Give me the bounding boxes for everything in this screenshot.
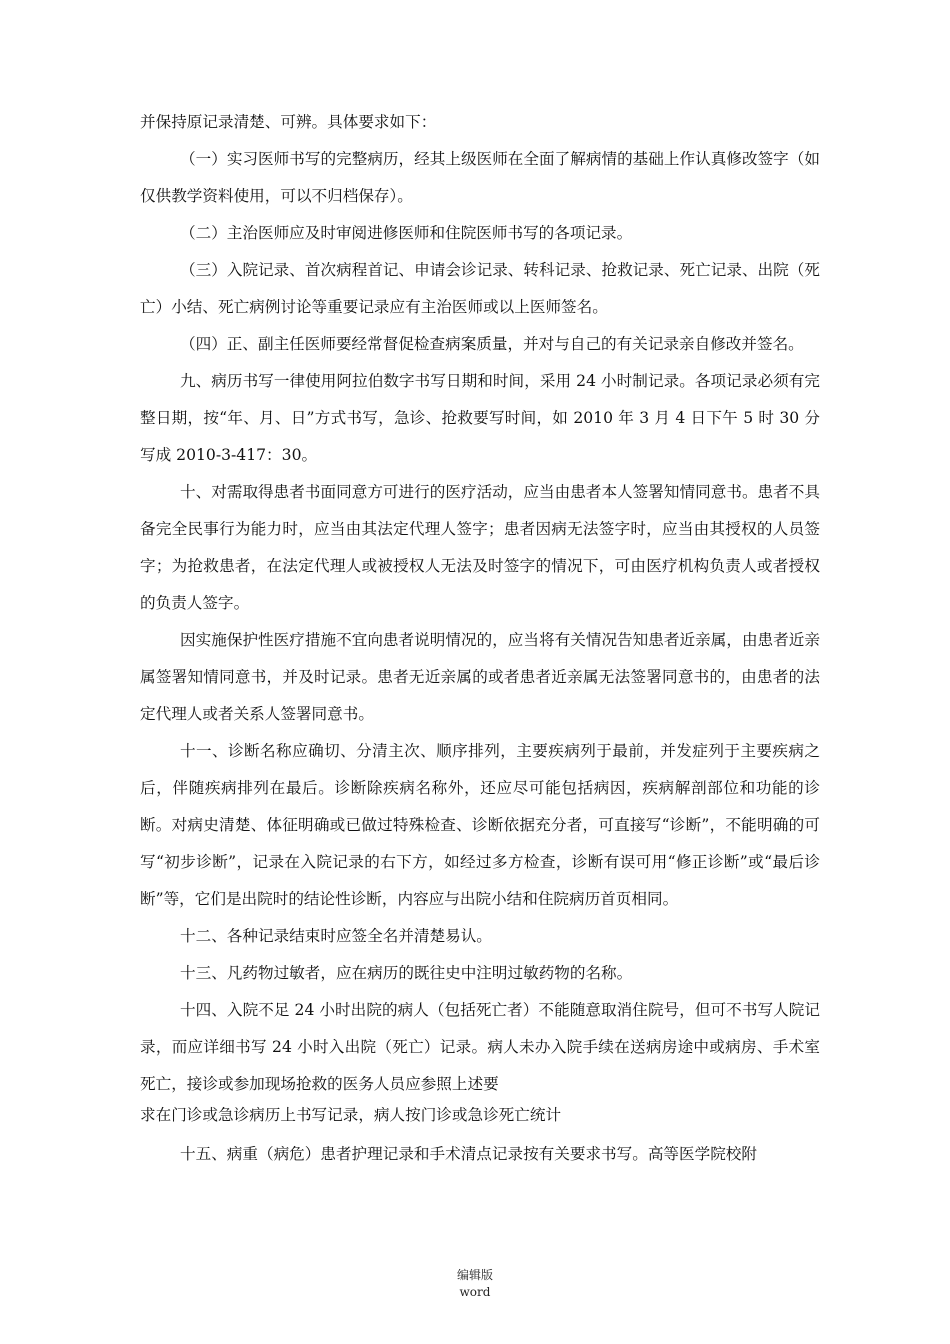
paragraph-rule-10: 十、对需取得患者书面同意方可进行的医疗活动，应当由患者本人签署知情同意书。患者不具备完全民事行为能力时，应当由其法定代理人签字；患者因病无法签字时，应当由其授权的人员签字；为抢救患者，在法定代理人或被授权人无法及时签字的情况下，可由医疗机构负责人或者授权的负责人签字。 bbox=[140, 483, 820, 612]
document-body bbox=[140, 104, 820, 1173]
paragraph-rule-10-supplement: 因实施保护性医疗措施不宜向患者说明情况的，应当将有关情况告知患者近亲属，由患者近亲属签署知情同意书，并及时记录。患者无近亲属的或者患者近亲属无法签署同意书的，由患者的法定代理人或者关系人签署同意书。 bbox=[140, 631, 820, 723]
paragraph-rule-14-main: 十四、入院不足 24 小时出院的病人（包括死亡者）不能随意取消住院号，但可不书写人院记录，而应详细书写 24 小时入出院（死亡）记录。病人未办入院手续在送病房途中或病房、手术室死亡，接诊或参加现场抢救的医务人员应参照上述要 bbox=[140, 1001, 820, 1093]
paragraph-rule-14 bbox=[140, 992, 820, 1128]
paragraph-item-1: （一）实习医师书写的完整病历，经其上级医师在全面了解病情的基础上作认真修改签字（如仅供教学资料使用，可以不归档保存）。 bbox=[140, 150, 820, 205]
paragraph-rule-13: 十三、凡药物过敏者，应在病历的既往史中注明过敏药物的名称。 bbox=[180, 964, 633, 982]
paragraph-intro: 并保持原记录清楚、可辨。具体要求如下： bbox=[140, 113, 437, 131]
paragraph-rule-12: 十二、各种记录结束时应签全名并清楚易认。 bbox=[180, 927, 492, 945]
footer-sublabel: word bbox=[459, 1285, 491, 1299]
paragraph-rule-15: 十五、病重（病危）患者护理记录和手术清点记录按有关要求书写。高等医学院校附 bbox=[180, 1145, 757, 1163]
footer-label: 编辑版 bbox=[456, 1268, 493, 1282]
paragraph-item-3: （三）入院记录、首次病程首记、申请会诊记录、转科记录、抢救记录、死亡记录、出院（死亡）小结、死亡病例讨论等重要记录应有主治医师或以上医师签名。 bbox=[140, 261, 820, 316]
paragraph-item-4: （四）正、副主任医师要经常督促检查病案质量，并对与自己的有关记录亲自修改并签名。 bbox=[180, 335, 804, 353]
paragraph-rule-14-tail: 求在门诊或急诊病历上书写记录，病人按门诊或急诊死亡统计 bbox=[140, 1106, 562, 1124]
paragraph-item-2: （二）主治医师应及时审阅进修医师和住院医师书写的各项记录。 bbox=[180, 224, 633, 242]
paragraph-rule-11: 十一、诊断名称应确切、分清主次、顺序排列，主要疾病列于最前，并发症列于主要疾病之后，伴随疾病排列在最后。诊断除疾病名称外，还应尽可能包括病因，疾病解剖部位和功能的诊断。对病史清楚、体征明确或已做过特殊检查、诊断依据充分者，可直接写“诊断”，不能明确的可写“初步诊断”，记录在入院记录的右下方，如经过多方检查，诊断有误可用“修正诊断”或“最后诊断”等，它们是出院时的结论性诊断，内容应与出院小结和住院病历首页相同。 bbox=[140, 742, 820, 908]
paragraph-rule-9: 九、病历书写一律使用阿拉伯数字书写日期和时间，采用 24 小时制记录。各项记录必须有完整日期，按“年、月、日”方式书写，急诊、抢救要写时间，如 2010 年 3 月 4 日下午 5 时 30 分写成 2010-3-417：30。 bbox=[140, 372, 820, 464]
